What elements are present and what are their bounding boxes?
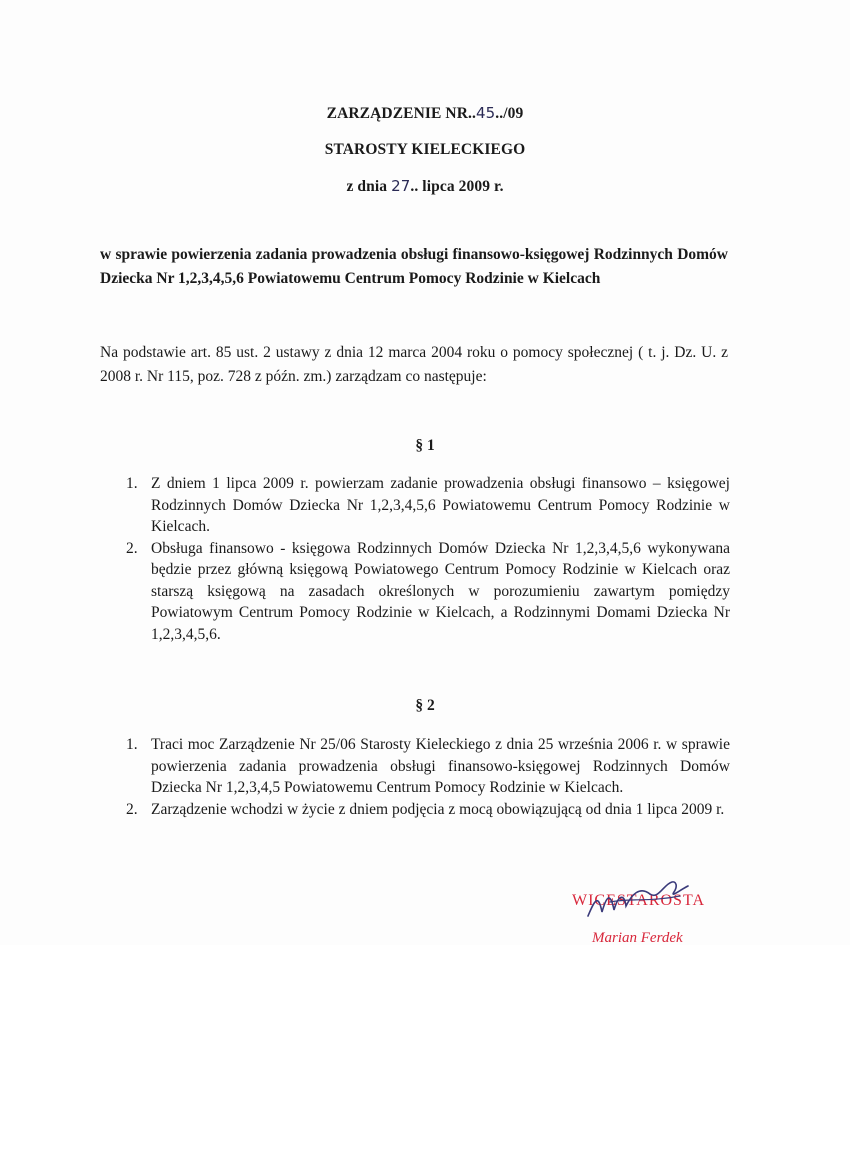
legal-basis-paragraph: Na podstawie art. 85 ust. 2 ustawy z dnia 12 marca 2004 roku o pomocy społecznej ( t. j. Dz. U. z 2008 r. Nr 115, poz. 728 z późn. zm.) zarządzam co następuje: — [100, 344, 728, 385]
list-item — [120, 734, 730, 799]
item-text: Obsługa finansowo - księgowa Rodzinnych Domów Dziecka Nr 1,2,3,4,5,6 wykonywana będzie przez główną księgową Powiatowego Centrum Pomocy Rodzinie w Kielcach oraz starszą księgową na zasadach określonych w porozumieniu zawartym pomiędzy Powiatowym Centrum Pomocy Rodzinie w Kielcach, a Rodzinnymi Domami Dziecka Nr 1,2,3,4,5,6. — [151, 539, 730, 643]
list-item — [120, 538, 730, 646]
stamp-title: WICESTAROSTA — [572, 892, 705, 909]
item-number: 2. — [126, 800, 138, 818]
item-number: 1. — [126, 736, 138, 753]
handwritten-signature — [580, 872, 700, 924]
list-item — [120, 473, 730, 538]
document-title — [0, 104, 850, 123]
handwritten-number: 45 — [475, 104, 496, 122]
stamp-name: Marian Ferdek — [592, 930, 683, 946]
title-suffix: ../09 — [495, 105, 524, 122]
section-1-list — [120, 473, 730, 645]
section-2-heading: § 2 — [415, 697, 435, 714]
item-text: Zarządzenie wchodzi w życie z dniem podjęcia z mocą obowiązującą od dnia 1 lipca 2009 r. — [151, 800, 725, 818]
item-number: 1. — [126, 475, 138, 492]
section-2-list — [120, 734, 730, 820]
item-number: 2. — [126, 539, 138, 557]
title-prefix: ZARZĄDZENIE NR.. — [326, 105, 476, 122]
item-text: Z dniem 1 lipca 2009 r. powierzam zadanie prowadzenia obsługi finansowo – księgowej Rodzinnych Domów Dziecka Nr 1,2,3,4,5,6 Powiatowemu Centrum Pomocy Rodzinie w Kielcach. — [151, 475, 730, 535]
item-text: Traci moc Zarządzenie Nr 25/06 Starosty Kieleckiego z dnia 25 września 2006 r. w sprawie powierzenia zadania prowadzenia obsługi finansowo-księgowej Rodzinnych Domów Dziecka Nr 1,2,3,4,5 Powiatowemu Centrum Pomocy Rodzinie w Kielcach. — [151, 736, 730, 796]
date-heading — [0, 177, 850, 196]
issuer-heading: STAROSTY KIELECKIEGO — [324, 141, 526, 158]
section-1-heading: § 1 — [415, 437, 435, 454]
date-prefix: z dnia — [346, 178, 388, 195]
subject-paragraph: w sprawie powierzenia zadania prowadzenia obsługi finansowo-księgowej Rodzinnych Domów Dziecka Nr 1,2,3,4,5,6 Powiatowemu Centrum Pomocy Rodzinie w Kielcach — [100, 246, 728, 287]
handwritten-day: 27 — [391, 177, 411, 195]
date-suffix: .. lipca 2009 r. — [410, 178, 504, 195]
list-item — [120, 799, 730, 821]
